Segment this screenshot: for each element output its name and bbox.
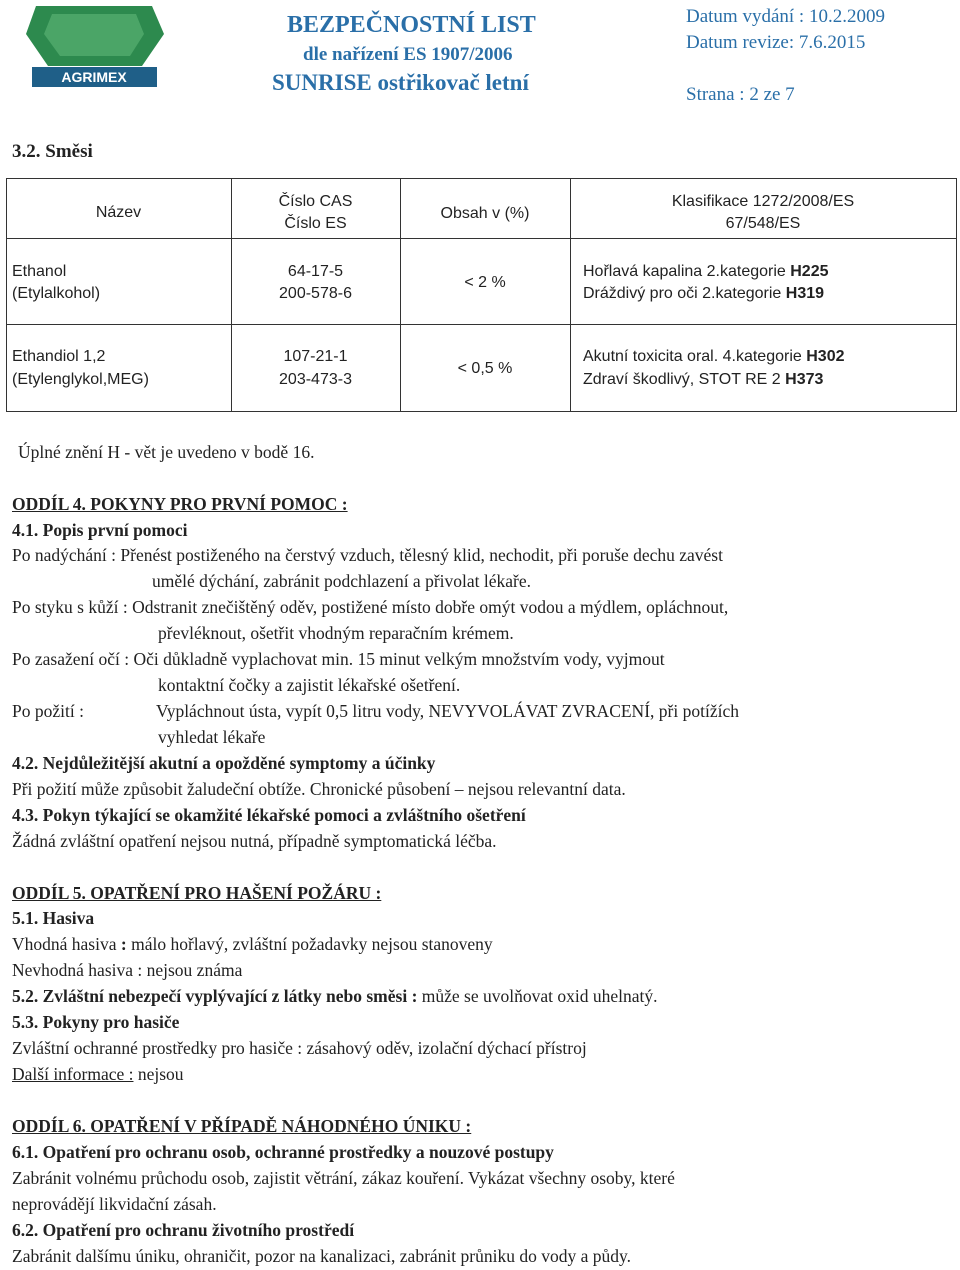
product-name: SUNRISE ostřikovač letní (272, 70, 529, 95)
row1-name-2: (Etylalkohol) (12, 285, 101, 302)
eyes-label: Po zasažení očí : (12, 649, 134, 669)
section-6-1-title: 6.1. Opatření pro ochranu osob, ochranné prostředky a nouzové postupy (12, 1142, 554, 1162)
eyes-line-1 (12, 649, 665, 670)
section-4-3-text: Žádná zvláštní opatření nejsou nutná, případně symptomatická léčba. (12, 831, 497, 851)
row2-name-1: Ethandiol 1,2 (12, 348, 106, 365)
class-text: Hořlavá kapalina 2.kategorie (583, 263, 786, 280)
header-content: Obsah v (%) (440, 205, 530, 222)
header-cas: Číslo CAS (278, 193, 353, 210)
section-5-1-title: 5.1. Hasiva (12, 908, 95, 928)
class-text: Akutní toxicita oral. 4.kategorie (583, 348, 802, 365)
inhalation-line-2: umělé dýchání, zabránit podchlazení a přivolat lékaře. (152, 571, 531, 591)
header-name: Název (95, 204, 142, 221)
section-6-1-text-2: neprovádějí likvidační zásah. (12, 1194, 217, 1214)
eyes-emphasis: Oči důkladně (133, 649, 228, 669)
section-5-3-title: 5.3. Pokyny pro hasiče (12, 1012, 180, 1032)
section-5-2-title: 5.2. Zvláštní nebezpečí vyplývající z látky nebo směsi : (12, 986, 418, 1006)
row2-content: < 0,5 % (457, 360, 513, 377)
issue-date: Datum vydání : 10.2.2009 (686, 6, 885, 27)
row2-class-b (583, 368, 823, 391)
suitable-media (12, 934, 493, 955)
inhalation-line-1: Po nadýchání : Přenést postiženého na čerstvý vzduch, tělesný klid, nechodit, při poruše dechu zavést (12, 545, 723, 565)
section-6-1-text-1: Zabránit volnému průchodu osob, zajistit větrání, zákaz kouření. Vykázat všechny osoby, které (12, 1168, 675, 1188)
row1-class-b (583, 282, 824, 305)
section-5-heading: ODDÍL 5. OPATŘENÍ PRO HAŠENÍ POŽÁRU : (12, 883, 382, 903)
section-4-1-title: 4.1. Popis první pomoci (12, 520, 188, 540)
further-info-text: nejsou (133, 1064, 184, 1084)
h-code: H302 (806, 348, 845, 365)
section-3-2-heading: 3.2. Směsi (12, 141, 93, 162)
logo-text: AGRIMEX (61, 69, 127, 85)
h-code: H225 (790, 263, 829, 280)
section-6-2-title: 6.2. Opatření pro ochranu životního prostředí (12, 1220, 355, 1240)
company-logo (22, 4, 167, 90)
section-6-heading: ODDÍL 6. OPATŘENÍ V PŘÍPADĚ NÁHODNÉHO ÚNIKU : (12, 1116, 472, 1136)
row1-name-1: Ethanol (12, 263, 67, 280)
unsuitable-media: Nevhodná hasiva : nejsou známa (12, 960, 243, 980)
section-4-2-title: 4.2. Nejdůležitější akutní a opožděné symptomy a účinky (12, 753, 436, 773)
row1-es: 200-578-6 (279, 285, 352, 302)
row1-content: < 2 % (464, 274, 506, 291)
row2-cas: 107-21-1 (283, 348, 348, 365)
h-phrases-note: Úplné znění H - vět je uvedeno v bodě 16. (18, 442, 315, 462)
header-classification-2: 67/548/ES (725, 215, 801, 232)
section-4-3-title: 4.3. Pokyn týkající se okamžité lékařské pomoci a zvláštního ošetření (12, 805, 526, 825)
ingestion-line-1: Vypláchnout ústa, vypít 0,5 litru vody, NEVYVOLÁVAT ZVRACENÍ, při potížích (156, 701, 739, 721)
skin-line-1: Po styku s kůží : Odstranit znečištěný oděv, postižené místo dobře omýt vodou a mýdlem, opláchnout, (12, 597, 729, 617)
page-number: Strana : 2 ze 7 (686, 84, 795, 105)
mixtures-table (6, 178, 957, 412)
class-text: Zdraví škodlivý, STOT RE 2 (583, 371, 781, 388)
class-text: Dráždivý pro oči 2.kategorie (583, 285, 782, 302)
h-code: H373 (785, 371, 824, 388)
further-info (12, 1064, 184, 1085)
eyes-text: vyplachovat min. 15 minut velkým množstvím vody, vyjmout (227, 649, 665, 669)
document-title: BEZPEČNOSTNÍ LIST (287, 12, 536, 38)
row1-cas: 64-17-5 (287, 263, 344, 280)
further-info-label: Další informace : (12, 1064, 134, 1084)
suitable-colon: : (120, 934, 127, 954)
ingestion-line-2: vyhledat lékaře (158, 727, 266, 747)
row1-class-a (583, 260, 829, 283)
section-5-3-text: Zvláštní ochranné prostředky pro hasiče : zásahový oděv, izolační dýchací přístroj (12, 1038, 587, 1058)
section-4-heading: ODDÍL 4. POKYNY PRO PRVNÍ POMOC : (12, 494, 348, 514)
header-classification-1: Klasifikace 1272/2008/ES (671, 193, 855, 210)
section-4-2-text: Při požití může způsobit žaludeční obtíže. Chronické působení – nejsou relevantní data. (12, 779, 626, 799)
row2-es: 203-473-3 (279, 371, 352, 388)
ingestion-label: Po požití : (12, 701, 84, 721)
row2-class-a (583, 345, 844, 368)
skin-line-2: převléknout, ošetřit vhodným reparačním krémem. (158, 623, 514, 643)
row2-name-2: (Etylenglykol,MEG) (12, 371, 149, 388)
section-6-2-text: Zabránit dalšímu úniku, ohraničit, pozor na kanalizaci, zabránit průniku do vody a půdy. (12, 1246, 631, 1266)
section-5-2-text: může se uvolňovat oxid uhelnatý. (417, 986, 658, 1006)
suitable-label: Vhodná hasiva (12, 934, 121, 954)
h-code: H319 (785, 285, 825, 302)
header-es: Číslo ES (284, 215, 347, 232)
revision-date: Datum revize: 7.6.2015 (686, 32, 866, 53)
regulation-line: dle nařízení ES 1907/2006 (303, 44, 513, 65)
suitable-text: málo hořlavý, zvláštní požadavky nejsou stanoveny (126, 934, 493, 954)
section-5-2-line (12, 986, 658, 1007)
eyes-line-2: kontaktní čočky a zajistit lékařské ošetření. (158, 675, 461, 695)
